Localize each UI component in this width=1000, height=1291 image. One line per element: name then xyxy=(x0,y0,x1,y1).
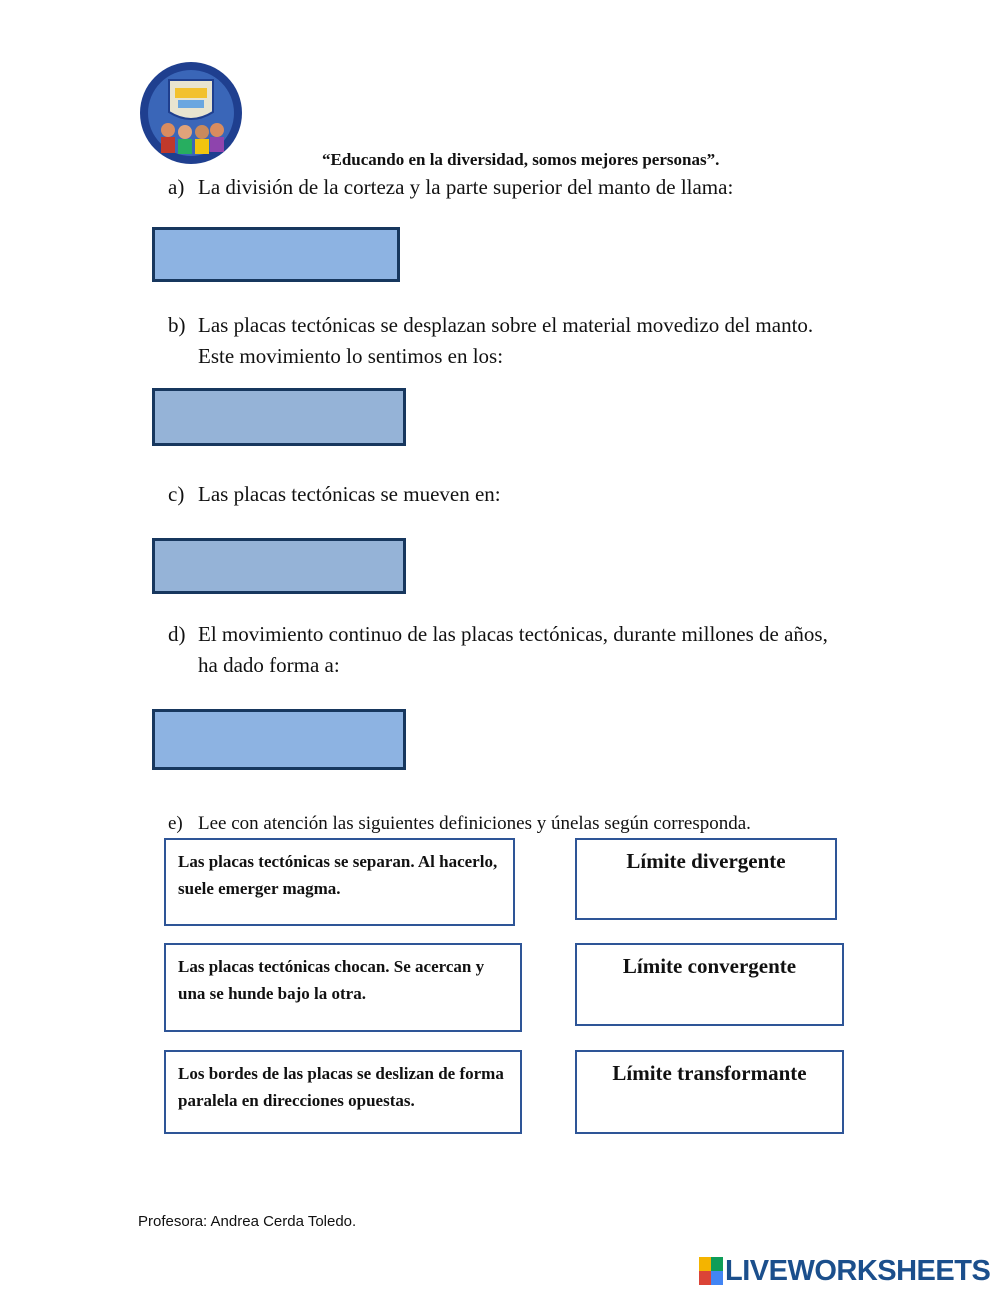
question-label: e) xyxy=(168,813,183,834)
question-text: Las placas tectónicas se desplazan sobre el material movedizo del manto. Este movimiento lo sentimos en los: xyxy=(198,313,814,368)
answer-box-c[interactable] xyxy=(152,538,406,594)
liveworksheets-brand[interactable] xyxy=(699,1254,990,1288)
question-a xyxy=(168,172,848,203)
limit-box-transform[interactable]: Límite transformante xyxy=(575,1050,844,1134)
question-c xyxy=(168,479,848,510)
answer-box-d[interactable] xyxy=(152,709,406,770)
question-label: d) xyxy=(168,622,186,646)
answer-box-a[interactable] xyxy=(152,227,400,282)
definition-box-2[interactable]: Las placas tectónicas chocan. Se acercan y una se hunde bajo la otra. xyxy=(164,943,522,1032)
brand-name: LIVEWORKSHEETS xyxy=(725,1254,991,1287)
school-motto: “Educando en la diversidad, somos mejores personas”. xyxy=(322,150,720,169)
answer-box-b[interactable] xyxy=(152,388,406,446)
question-e xyxy=(168,808,848,839)
question-text: Lee con atención las siguientes definiciones y únelas según corresponda. xyxy=(198,813,751,834)
definition-box-3[interactable]: Los bordes de las placas se deslizan de forma paralela en direcciones opuestas. xyxy=(164,1050,522,1134)
teacher-name: Profesora: Andrea Cerda Toledo. xyxy=(138,1213,357,1230)
question-d xyxy=(168,619,848,681)
question-text: Las placas tectónicas se mueven en: xyxy=(198,482,501,506)
school-logo-icon xyxy=(138,60,244,166)
definition-box-1[interactable]: Las placas tectónicas se separan. Al hacerlo, suele emerger magma. xyxy=(164,838,515,926)
question-label: a) xyxy=(168,175,185,199)
question-b xyxy=(168,310,848,372)
question-text: La división de la corteza y la parte superior del manto de llama: xyxy=(198,175,734,199)
question-label: b) xyxy=(168,313,186,337)
question-text: El movimiento continuo de las placas tectónicas, durante millones de años, ha dado forma a: xyxy=(198,622,828,677)
question-label: c) xyxy=(168,482,185,506)
limit-box-convergent[interactable]: Límite convergente xyxy=(575,943,844,1026)
limit-box-divergent[interactable]: Límite divergente xyxy=(575,838,837,920)
brand-logo-icon xyxy=(699,1257,723,1285)
